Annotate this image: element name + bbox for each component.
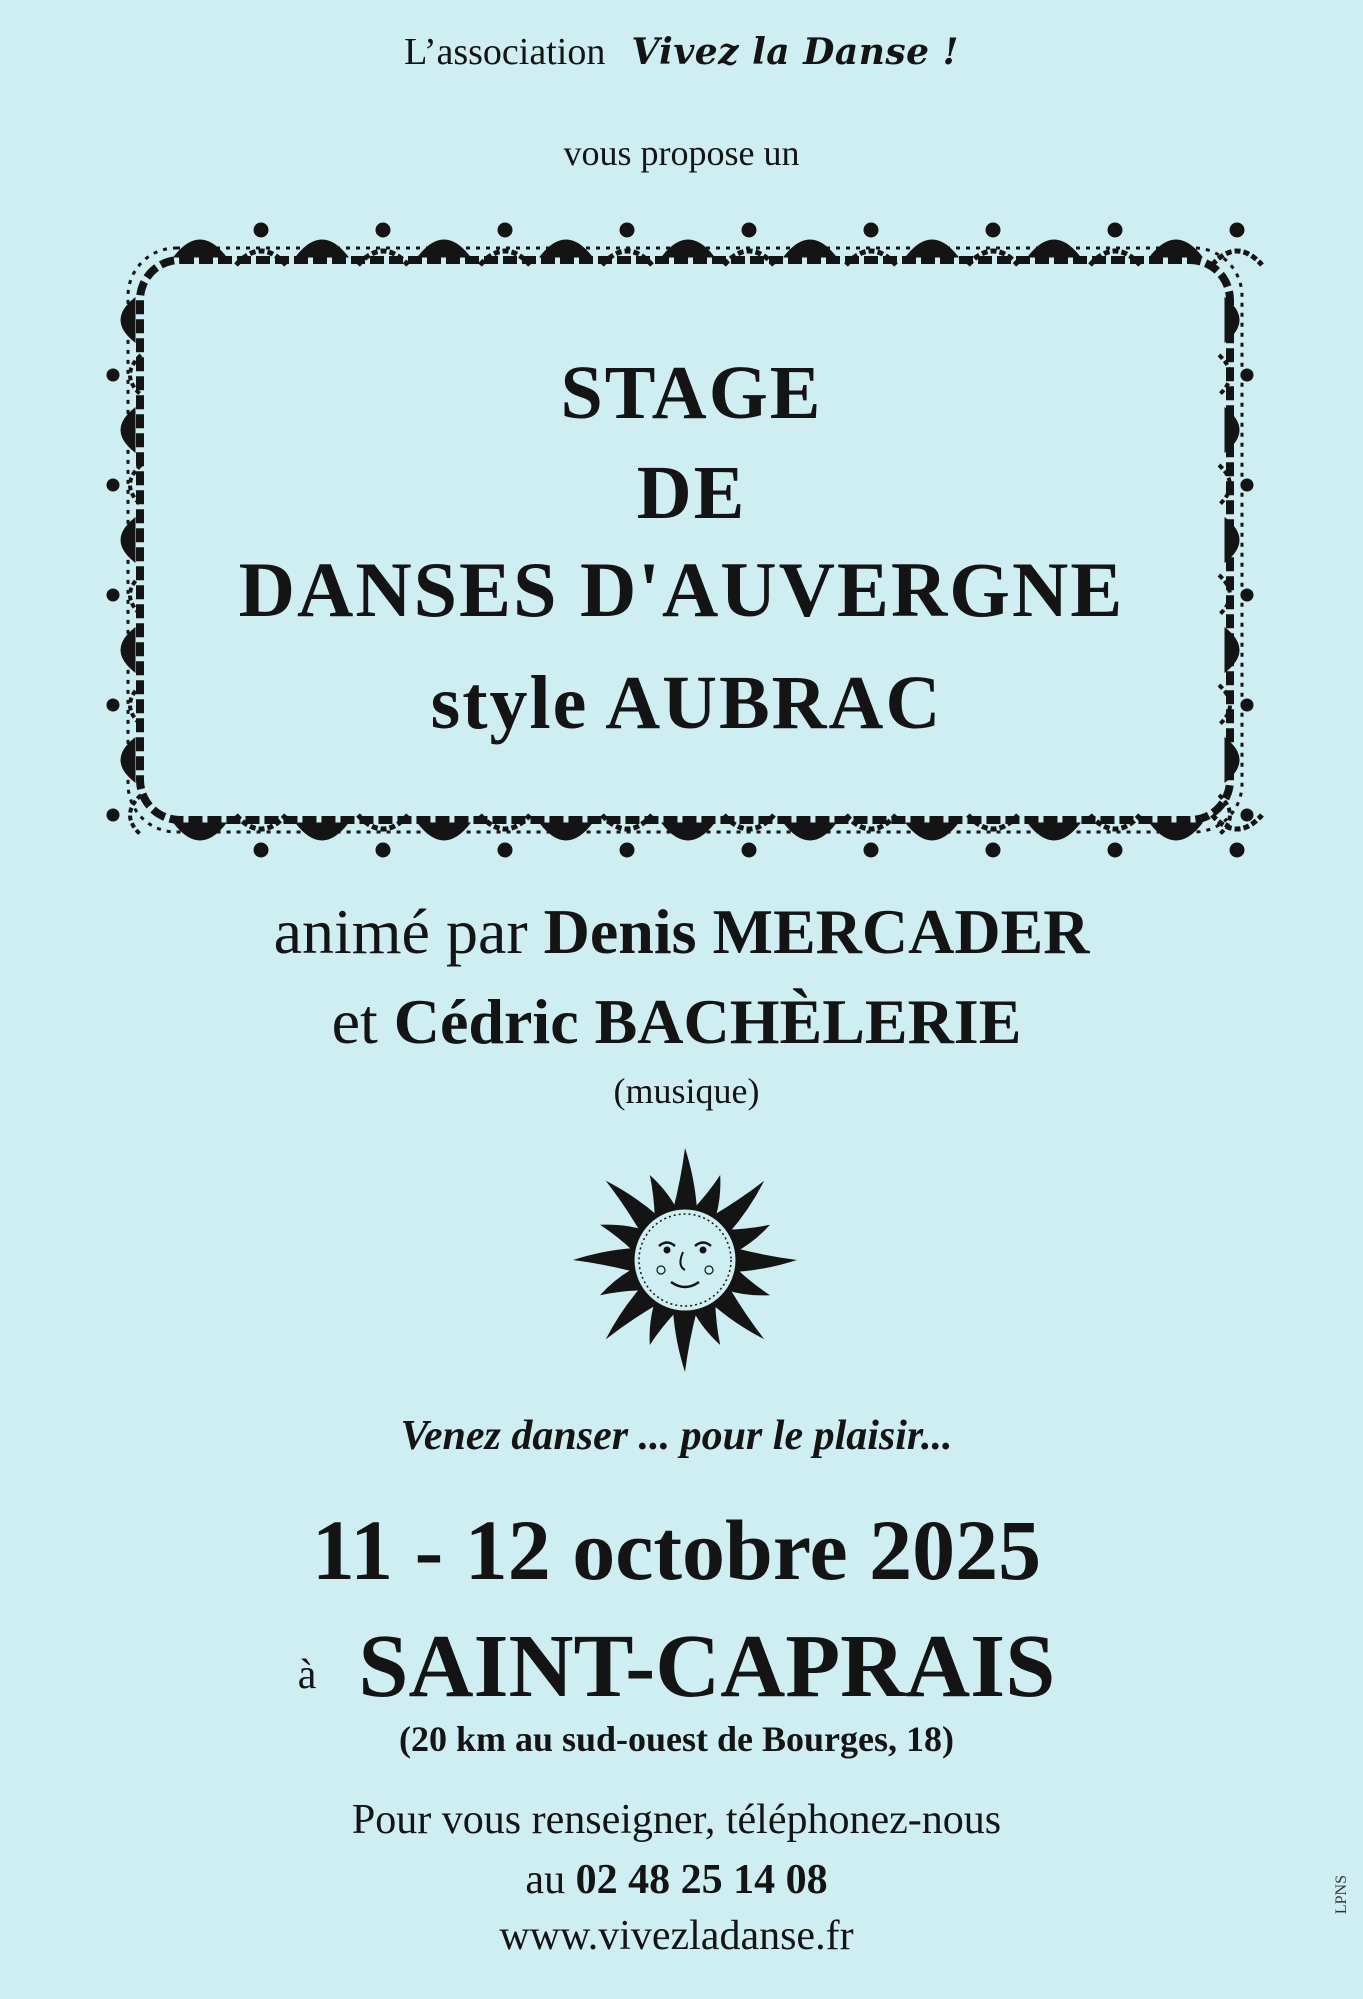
sun-ray: [735, 1248, 797, 1272]
title-line-3: DANSES D'AUVERGNE: [238, 546, 1125, 633]
hosts-line-2: [0, 985, 1358, 1059]
place-detail: (20 km au sud-ouest de Bourges, 18): [398, 1719, 955, 1759]
side-mark: LPNS: [1333, 1875, 1350, 1915]
association-prefix: L’association: [404, 31, 606, 73]
website: www.vivezladanse.fr: [499, 1913, 854, 1959]
place-prefix: à: [297, 1652, 317, 1698]
event-place-line: [0, 1615, 1358, 1718]
hosts-intro: animé par: [273, 896, 528, 967]
association-line: [0, 30, 1363, 74]
sun-face-icon: [565, 1140, 805, 1380]
sun-ray: [573, 1248, 635, 1272]
tagline: Venez danser ... pour le plaisir...: [400, 1413, 953, 1459]
host-1-name: Denis MERCADER: [543, 896, 1090, 967]
contact-info: Pour vous renseigner, téléphonez-nous: [351, 1797, 1002, 1843]
phone-prefix: au: [525, 1857, 566, 1903]
sun-ray: [673, 1310, 697, 1372]
contact-phone-line: [0, 1856, 1358, 1904]
title-line-2: DE: [636, 451, 747, 535]
host-2-name: Cédric BACHÈLERIE: [393, 986, 1022, 1057]
hosts-connector: et: [331, 986, 378, 1057]
hosts-line-1: [0, 895, 1363, 969]
phone-number: 02 48 25 14 08: [575, 1857, 828, 1903]
event-place: SAINT-CAPRAIS: [358, 1617, 1056, 1716]
title-line-1: STAGE: [560, 351, 823, 435]
host-2-role: (musique): [613, 1071, 760, 1111]
association-name: Vivez la Danse !: [631, 31, 959, 73]
ornamental-frame: [80, 205, 1290, 870]
title-line-4: style AUBRAC: [430, 661, 943, 745]
event-dates: 11 - 12 octobre 2025: [311, 1502, 1042, 1598]
propose-line: vous propose un: [563, 133, 800, 173]
sun-ray: [673, 1148, 697, 1210]
